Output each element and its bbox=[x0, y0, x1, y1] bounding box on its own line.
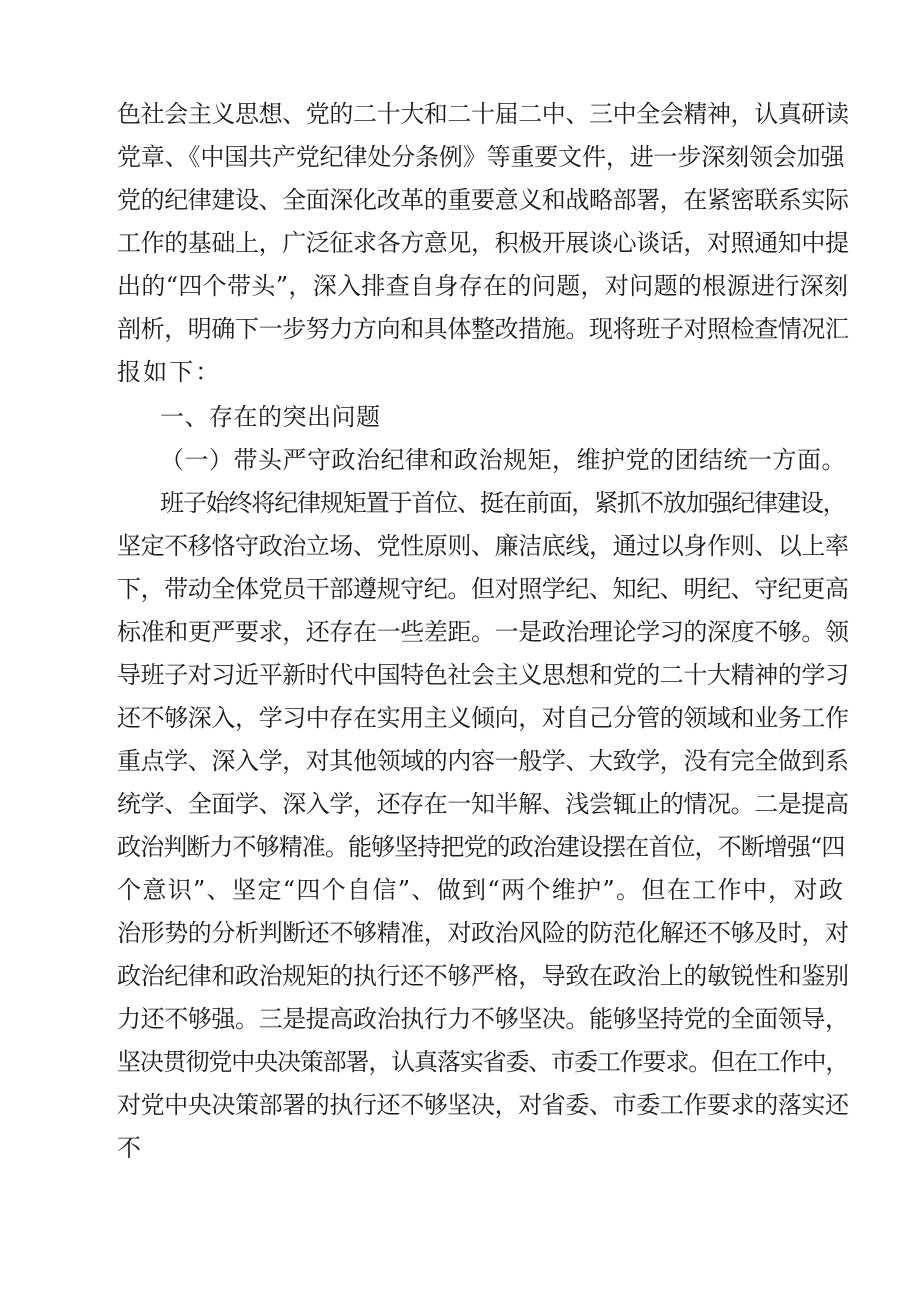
paragraph-line: 统学、全面学、深入学，还存在一知半解、浅尝辄止的情况。二是提高 bbox=[117, 790, 849, 818]
paragraph-line: 党的纪律建设、全面深化改革的重要意义和战略部署，在紧密联系实际 bbox=[117, 186, 849, 214]
subsection-heading: （一）带头严守政治纪律和政治规矩，维护党的团结统一方面。 bbox=[160, 446, 846, 474]
section-heading: 一、存在的突出问题 bbox=[160, 403, 381, 431]
paragraph-line: 政治纪律和政治规矩的执行还不够严格，导致在政治上的敏锐性和鉴别 bbox=[117, 962, 849, 990]
paragraph-line: 导班子对习近平新时代中国特色社会主义思想和党的二十大精神的学习 bbox=[117, 661, 849, 689]
paragraph-line: 坚决贯彻党中央决策部署，认真落实省委、市委工作要求。但在工作中， bbox=[117, 1048, 849, 1076]
paragraph-line: 报如下： bbox=[117, 358, 222, 386]
paragraph-line: 坚定不移恪守政治立场、党性原则、廉洁底线，通过以身作则、以上率 bbox=[117, 532, 849, 560]
paragraph-line: 下，带动全体党员干部遵规守纪。但对照学纪、知纪、明纪、守纪更高 bbox=[117, 575, 849, 603]
paragraph-line: 重点学、深入学，对其他领域的内容一般学、大致学，没有完全做到系 bbox=[117, 747, 849, 775]
paragraph-line: 政治判断力不够精准。能够坚持把党的政治建设摆在首位，不断增强“四 bbox=[117, 833, 845, 861]
paragraph-line: 剖析，明确下一步努力方向和具体整改措施。现将班子对照检查情况汇 bbox=[117, 315, 849, 343]
paragraph-line: 工作的基础上，广泛征求各方意见，积极开展谈心谈话，对照通知中提 bbox=[117, 229, 849, 257]
paragraph-line: 治形势的分析判断还不够精准，对政治风险的防范化解还不够及时，对 bbox=[117, 919, 849, 947]
paragraph-line: 不 bbox=[117, 1134, 144, 1162]
paragraph-line: 力还不够强。三是提高政治执行力不够坚决。能够坚持党的全面领导， bbox=[117, 1005, 849, 1033]
paragraph-line: 还不够深入，学习中存在实用主义倾向，对自己分管的领域和业务工作 bbox=[117, 704, 849, 732]
paragraph-line: 个意识”、坚定“四个自信”、做到“两个维护”。但在工作中，对政 bbox=[117, 876, 845, 904]
paragraph-line: 班子始终将纪律规矩置于首位、挺在前面，紧抓不放加强纪律建设， bbox=[160, 489, 846, 517]
paragraph-line: 标准和更严要求，还存在一些差距。一是政治理论学习的深度不够。领 bbox=[117, 618, 849, 646]
paragraph-line: 对党中央决策部署的执行还不够坚决，对省委、市委工作要求的落实还 bbox=[117, 1091, 849, 1119]
paragraph-line: 出的“四个带头”，深入排查自身存在的问题，对问题的根源进行深刻 bbox=[117, 272, 849, 300]
paragraph-line: 党章、《中国共产党纪律处分条例》等重要文件，进一步深刻领会加强 bbox=[117, 143, 845, 171]
paragraph-line: 色社会主义思想、党的二十大和二十届二中、三中全会精神，认真研读 bbox=[117, 100, 849, 128]
